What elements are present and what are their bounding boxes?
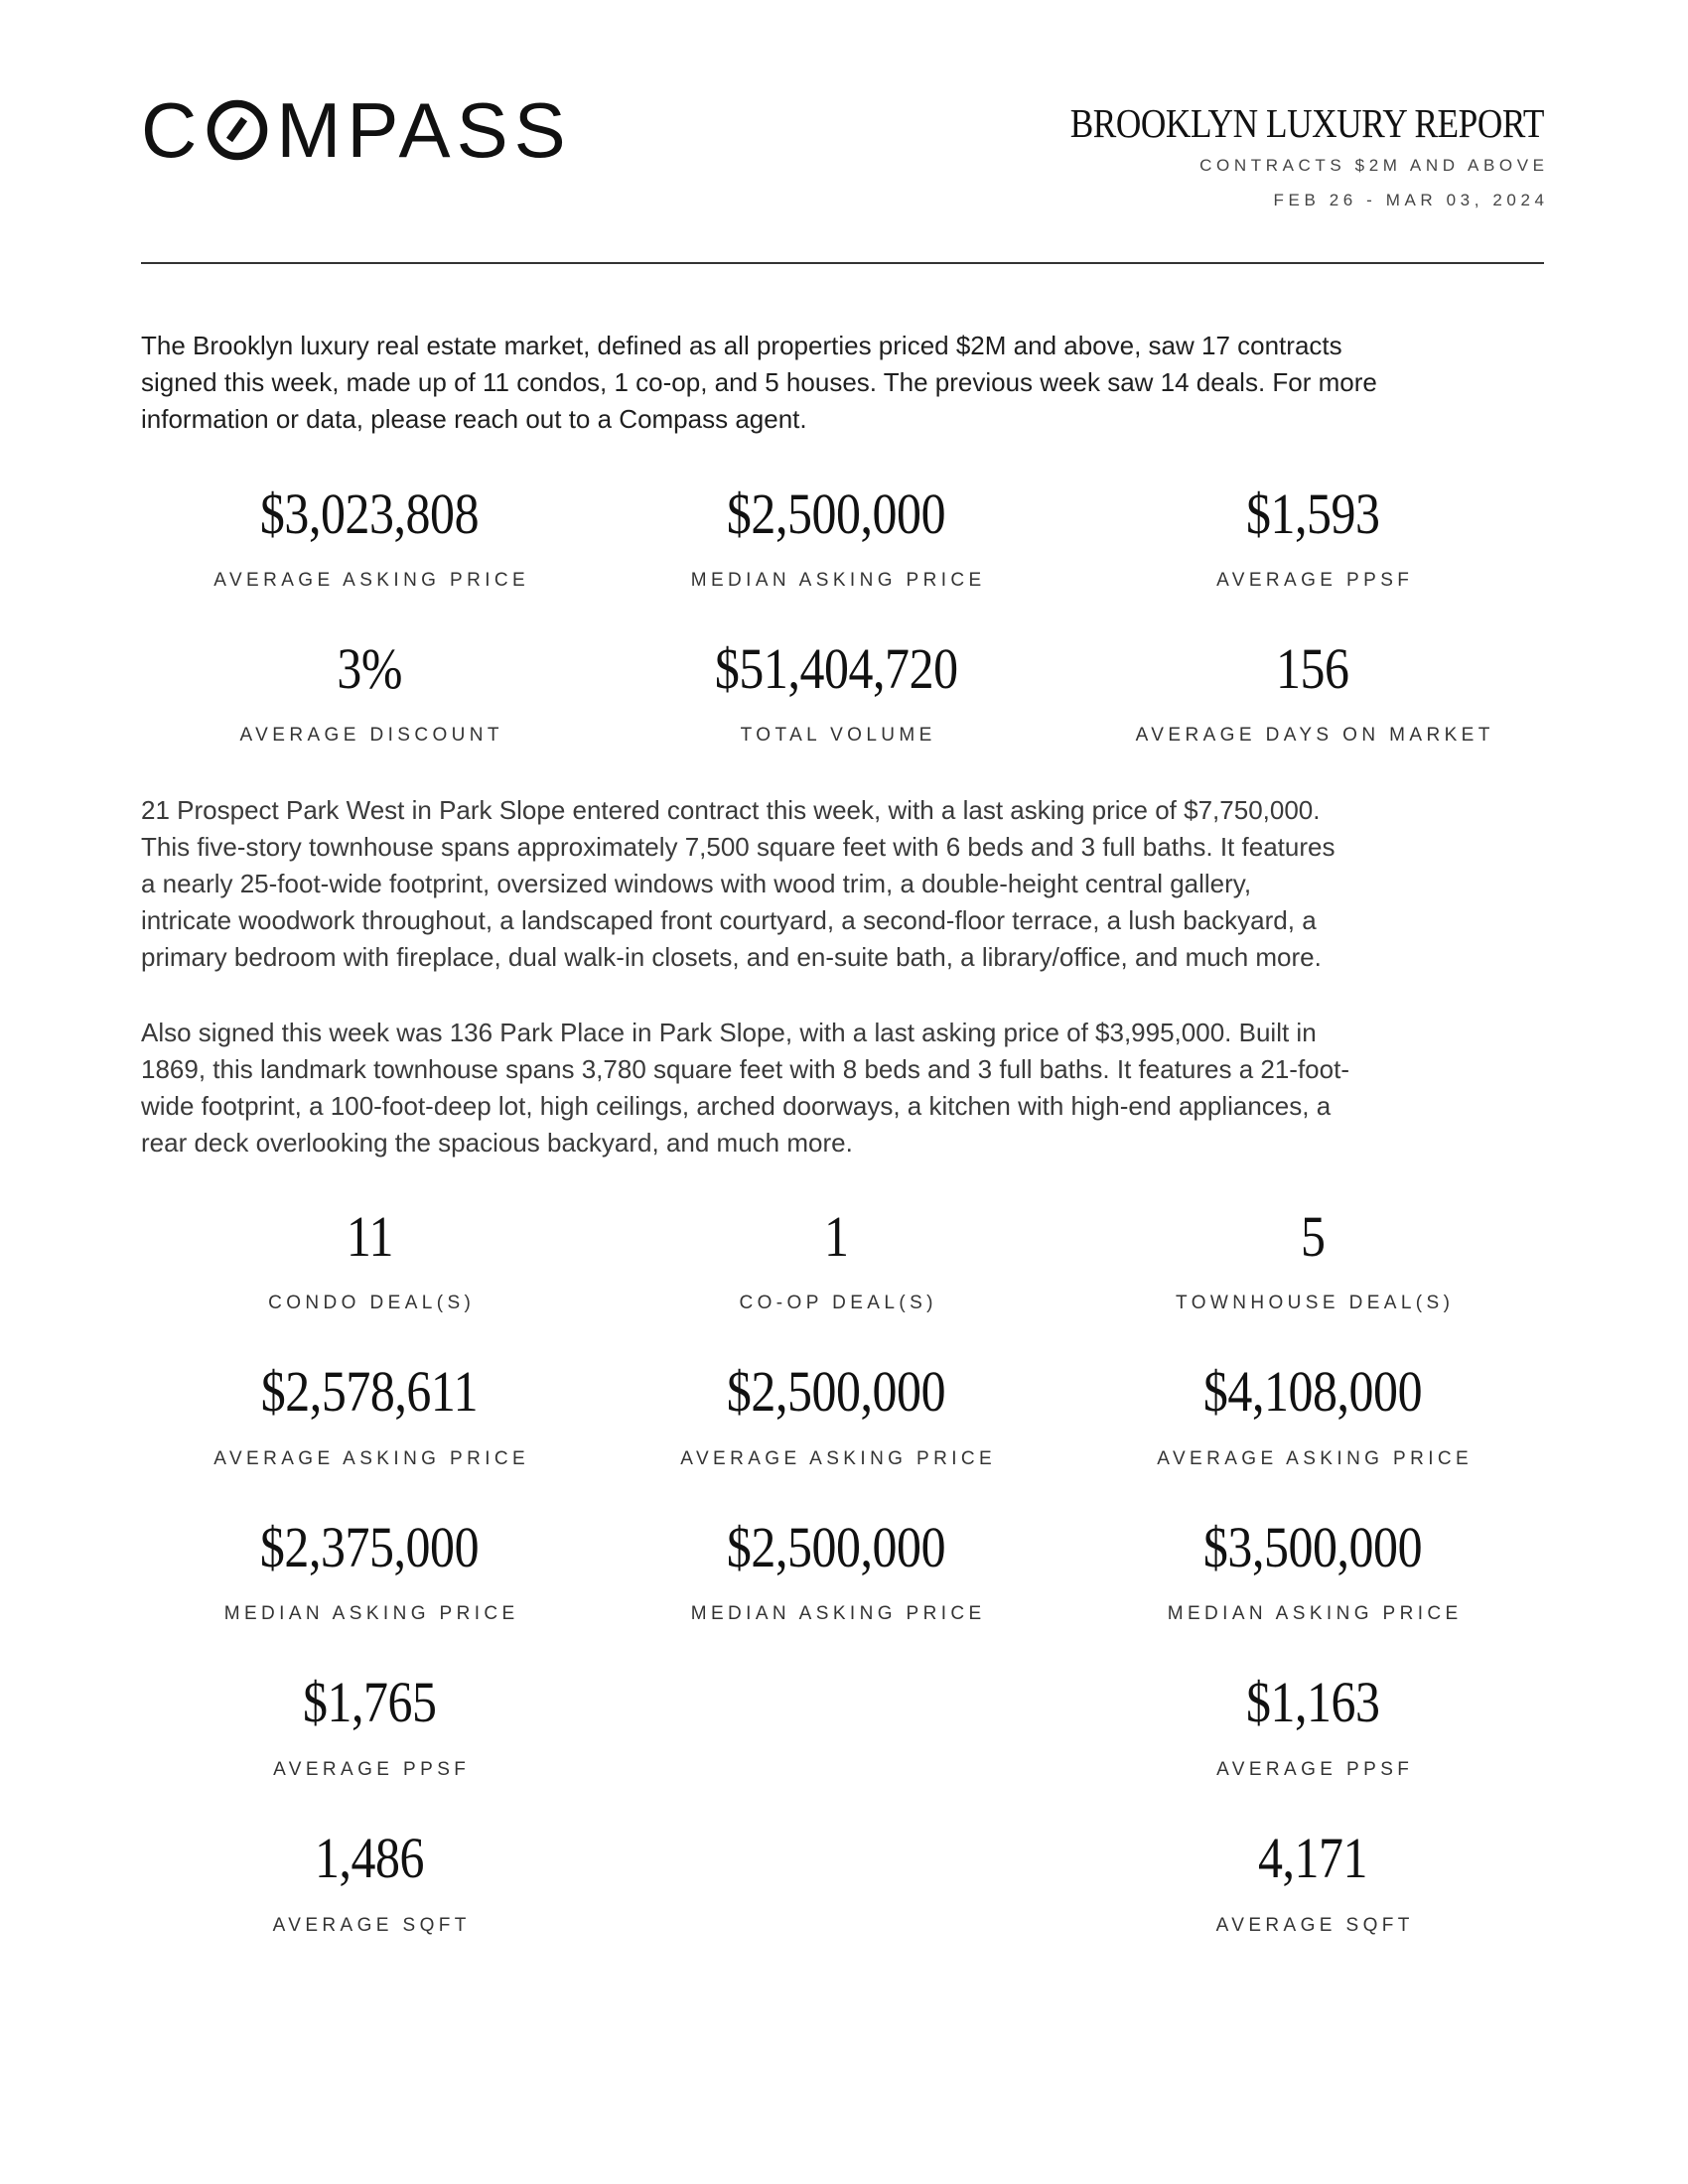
condo-avg-asking-value: $2,578,611 — [260, 1359, 479, 1424]
stat-label: AVERAGE ASKING PRICE — [213, 570, 530, 591]
townhouse-avg-asking-label: AVERAGE ASKING PRICE — [1157, 1448, 1474, 1469]
stat-value: $3,023,808 — [259, 481, 480, 546]
condo-median-asking-value: $2,375,000 — [259, 1515, 480, 1579]
townhouse-deals-value: 5 — [1300, 1204, 1326, 1269]
paragraph-line: rear deck overlooking the spacious backyard, and much more. — [141, 1128, 853, 1158]
compass-logo — [141, 86, 572, 174]
stat-value: 156 — [1276, 636, 1349, 701]
intro-line: information or data, please reach out to a Compass agent. — [141, 404, 807, 434]
condo-avg-asking-label: AVERAGE ASKING PRICE — [213, 1448, 530, 1469]
coop-median-asking-label: MEDIAN ASKING PRICE — [690, 1603, 986, 1624]
paragraph-line: 1869, this landmark townhouse spans 3,780 square feet with 8 beds and 3 full baths. It features a 21-foot- — [141, 1054, 1349, 1084]
townhouse-median-asking-label: MEDIAN ASKING PRICE — [1167, 1603, 1463, 1624]
stat-value: $1,593 — [1245, 481, 1380, 546]
condo-deals-value: 11 — [346, 1204, 393, 1269]
townhouse-avg-ppsf-value: $1,163 — [1245, 1670, 1380, 1734]
stat-value: $2,500,000 — [726, 481, 946, 546]
coop-deals-label: CO-OP DEAL(S) — [739, 1293, 937, 1313]
condo-avg-ppsf-value: $1,765 — [302, 1670, 437, 1734]
condo-median-asking-label: MEDIAN ASKING PRICE — [223, 1603, 519, 1624]
townhouse-avg-sqft-label: AVERAGE SQFT — [1215, 1915, 1414, 1936]
report-date-range: FEB 26 - MAR 03, 2024 — [1273, 191, 1549, 209]
stat-label: AVERAGE PPSF — [1216, 570, 1414, 591]
coop-median-asking-value: $2,500,000 — [726, 1515, 946, 1579]
paragraph-line: This five-story townhouse spans approximately 7,500 square feet with 6 beds and 3 full baths. It features — [141, 832, 1336, 862]
condo-avg-sqft-value: 1,486 — [314, 1826, 425, 1890]
intro-paragraph — [141, 328, 1551, 438]
compass-o-icon — [207, 99, 268, 161]
stat-label: MEDIAN ASKING PRICE — [690, 570, 986, 591]
stat-label: TOTAL VOLUME — [740, 725, 936, 746]
stat-value: 3% — [337, 636, 402, 701]
highlight-paragraph-1 — [141, 792, 1551, 976]
coop-avg-asking-value: $2,500,000 — [726, 1359, 946, 1424]
paragraph-line: 21 Prospect Park West in Park Slope entered contract this week, with a last asking price of $7,750,000. — [141, 795, 1321, 825]
condo-avg-ppsf-label: AVERAGE PPSF — [273, 1759, 471, 1780]
stat-label: AVERAGE DISCOUNT — [239, 725, 503, 746]
paragraph-line: primary bedroom with fireplace, dual walk-in closets, and en-suite bath, a library/office, and much more. — [141, 942, 1322, 972]
logo-letter-c: C — [141, 86, 204, 174]
condo-avg-sqft-label: AVERAGE SQFT — [272, 1915, 471, 1936]
paragraph-line: intricate woodwork throughout, a landscaped front courtyard, a second-floor terrace, a lush backyard, a — [141, 905, 1317, 935]
intro-line: The Brooklyn luxury real estate market, defined as all properties priced $2M and above, saw 17 contracts — [141, 331, 1342, 360]
paragraph-line: wide footprint, a 100-foot-deep lot, high ceilings, arched doorways, a kitchen with high-end appliances, a — [141, 1091, 1332, 1121]
report-title: BROOKLYN LUXURY REPORT — [1069, 100, 1544, 146]
condo-deals-label: CONDO DEAL(S) — [268, 1293, 476, 1313]
highlight-paragraph-2 — [141, 1015, 1551, 1161]
logo-wordmark — [141, 86, 572, 174]
townhouse-avg-ppsf-label: AVERAGE PPSF — [1216, 1759, 1414, 1780]
townhouse-avg-asking-value: $4,108,000 — [1202, 1359, 1423, 1424]
intro-line: signed this week, made up of 11 condos, 1 co-op, and 5 houses. The previous week saw 14 deals. For more — [141, 367, 1377, 397]
coop-avg-asking-label: AVERAGE ASKING PRICE — [680, 1448, 997, 1469]
townhouse-deals-label: TOWNHOUSE DEAL(S) — [1176, 1293, 1455, 1313]
paragraph-line: a nearly 25-foot-wide footprint, oversized windows with wood trim, a double-height central gallery, — [141, 869, 1252, 898]
logo-letters-mpass: MPASS — [276, 86, 572, 174]
townhouse-median-asking-value: $3,500,000 — [1202, 1515, 1423, 1579]
stat-value: $51,404,720 — [714, 636, 958, 701]
paragraph-line: Also signed this week was 136 Park Place in Park Slope, with a last asking price of $3,995,000. Built in — [141, 1018, 1317, 1047]
header-divider — [141, 262, 1544, 264]
stat-label: AVERAGE DAYS ON MARKET — [1135, 725, 1494, 746]
townhouse-avg-sqft-value: 4,171 — [1257, 1826, 1368, 1890]
report-subtitle: CONTRACTS $2M AND ABOVE — [1199, 156, 1549, 175]
coop-deals-value: 1 — [823, 1204, 849, 1269]
